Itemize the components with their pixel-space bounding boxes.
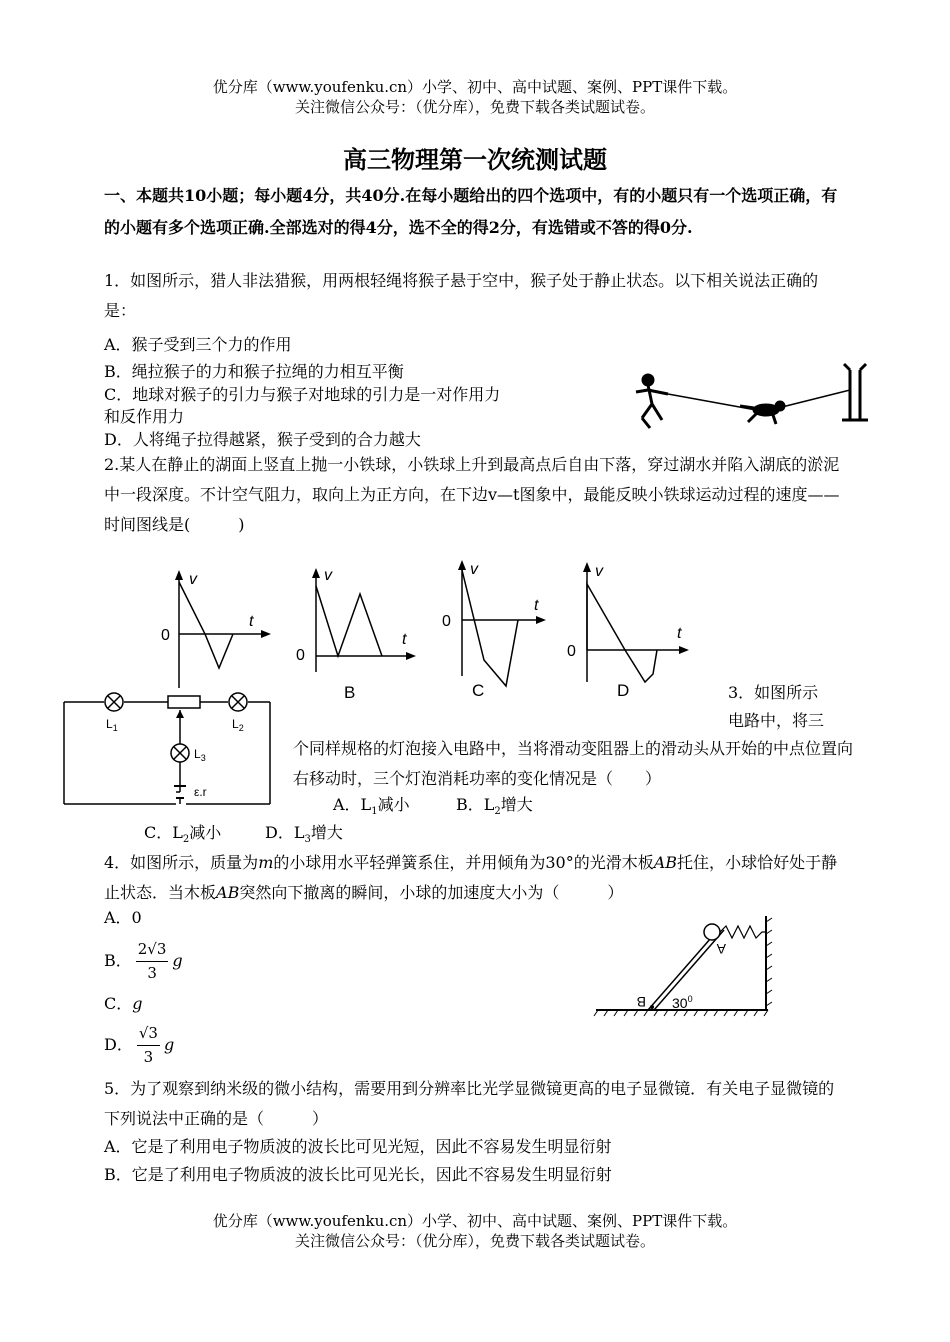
label-angle: $30^0$ bbox=[672, 994, 693, 1011]
lamp-l2-icon bbox=[229, 693, 247, 711]
q4-option-d: D． $\frac{√3}{3}$ g bbox=[104, 1024, 175, 1066]
graph-b-label: B bbox=[344, 683, 356, 702]
label-l3: $L_3$ bbox=[194, 747, 206, 763]
q3-option-a: A．$L_1$减小 bbox=[333, 795, 410, 818]
graph-a-v-label: v bbox=[189, 571, 197, 588]
graph-d-zero: 0 bbox=[567, 643, 576, 660]
q4-option-c: C．g bbox=[104, 994, 143, 1013]
incline-spring-figure bbox=[592, 912, 778, 1020]
q1-option-c-cont: 和反作用力 bbox=[104, 407, 185, 426]
rheostat bbox=[168, 696, 200, 708]
header-line-1: 优分库（www.youfenku.cn）小学、初中、高中试题、案例、PPT课件下载。 bbox=[212, 78, 738, 96]
rope-right bbox=[778, 390, 850, 408]
q1-option-c: C．地球对猴子的引力与猴子对地球的引力是一对作用力 bbox=[104, 385, 501, 404]
question-2-stem: 2.某人在静止的湖面上竖直上抛一小铁球，小铁球上升到最高点后自由下落，穿过湖水并陷入湖底的淤泥中一段深度。不计空气阻力，取向上为正方向，在下边v—t图象中，最能反映小铁球运动过程的速度——时间图线是( ) bbox=[104, 455, 840, 534]
vt-graph-b bbox=[290, 562, 420, 712]
question-3-stem-b: 电路中，将三 bbox=[728, 711, 825, 730]
footer-line-2: 关注微信公众号：（优分库），免费下载各类试题试卷。 bbox=[294, 1232, 655, 1250]
q3-option-d: D．$L_3$增大 bbox=[265, 823, 343, 846]
q1-option-a: A．猴子受到三个力的作用 bbox=[104, 335, 292, 354]
graph-c-v-label: v bbox=[470, 561, 478, 578]
graph-c-label: C bbox=[472, 681, 485, 700]
hunter-icon bbox=[636, 375, 668, 428]
q1-option-d: D．人将绳子拉得越紧，猴子受到的合力越大 bbox=[104, 430, 421, 449]
section-instructions: 一、本题共10小题；每小题4分，共40分.在每小题给出的四个选项中，有的小题只有一个选项正确，有的小题有多个选项正确.全部选对的得4分，选不全的得2分，有选错或不答的得0分. bbox=[104, 186, 838, 237]
q4-option-a: A．0 bbox=[104, 908, 142, 927]
question-3-stem-a: 3．如图所示 bbox=[728, 683, 819, 702]
vt-graph-c bbox=[440, 556, 560, 706]
label-l2: $L_2$ bbox=[232, 717, 244, 733]
monkey-icon bbox=[740, 402, 784, 424]
label-b: B bbox=[636, 994, 646, 1010]
spring-icon bbox=[720, 926, 766, 938]
label-l1: $L_1$ bbox=[106, 717, 118, 733]
graph-b-t-label: t bbox=[402, 631, 407, 648]
graph-d-label: D bbox=[617, 681, 630, 700]
rheostat-slider bbox=[176, 710, 184, 718]
graph-c-t-label: t bbox=[534, 597, 539, 614]
circuit-diagram bbox=[60, 688, 276, 812]
graph-b-v-label: v bbox=[324, 567, 332, 584]
ball bbox=[704, 924, 720, 940]
lamp-l3-icon bbox=[171, 744, 189, 762]
lamp-l1-icon bbox=[105, 693, 123, 711]
graph-c-zero: 0 bbox=[442, 613, 451, 630]
header-line-2: 关注微信公众号：（优分库），免费下载各类试题试卷。 bbox=[294, 98, 655, 116]
q1-option-b: B．绳拉猴子的力和猴子拉绳的力相互平衡 bbox=[104, 362, 404, 381]
footer-line-1: 优分库（www.youfenku.cn）小学、初中、高中试题、案例、PPT课件下载。 bbox=[212, 1212, 738, 1230]
hunter-monkey-figure bbox=[628, 362, 868, 442]
question-4-stem: 4．如图所示，质量为m的小球用水平轻弹簧系住，并用倾角为30°的光滑木板AB托住，小球恰好处于静止状态．当木板AB突然向下撤离的瞬间，小球的加速度大小为（ ） bbox=[104, 853, 838, 902]
question-1-stem: 1．如图所示，猎人非法猎猴，用两根轻绳将猴子悬于空中，猴子处于静止状态。以下相关说法正确的是： bbox=[104, 271, 819, 320]
graph-a-t-label: t bbox=[249, 613, 254, 630]
page-title: 高三物理第一次统测试题 bbox=[343, 145, 607, 174]
vt-graph-a bbox=[155, 568, 275, 698]
q4-option-b: B． $\frac{2√3}{3}$ g bbox=[104, 940, 183, 982]
graph-b-zero: 0 bbox=[296, 647, 305, 664]
label-a: A bbox=[716, 941, 726, 957]
graph-d-v-label: v bbox=[595, 563, 603, 580]
q3-option-c: C．$L_2$减小 bbox=[144, 823, 222, 846]
tree-icon bbox=[842, 364, 868, 420]
graph-a-zero: 0 bbox=[161, 627, 170, 644]
question-5-stem: 5．为了观察到纳米级的微小结构，需要用到分辨率比光学显微镜更高的电子显微镜．有关电子显微镜的下列说法中正确的是（ ） bbox=[104, 1079, 835, 1128]
q5-option-b: B．它是了利用电子物质波的波长比可见光长，因此不容易发生明显衍射 bbox=[104, 1165, 612, 1184]
q3-option-b: B．$L_2$增大 bbox=[456, 795, 533, 818]
question-3-stem-c: 个同样规格的灯泡接入电路中，当将滑动变阻器上的滑动头从开始的中点位置向右移动时，三个灯泡消耗功率的变化情况是（ ） bbox=[293, 739, 854, 788]
label-source: ε.r bbox=[194, 785, 207, 799]
graph-d-t-label: t bbox=[677, 625, 682, 642]
q5-option-a: A．它是了利用电子物质波的波长比可见光短，因此不容易发生明显衍射 bbox=[104, 1137, 612, 1156]
vt-graph-d bbox=[565, 558, 695, 708]
